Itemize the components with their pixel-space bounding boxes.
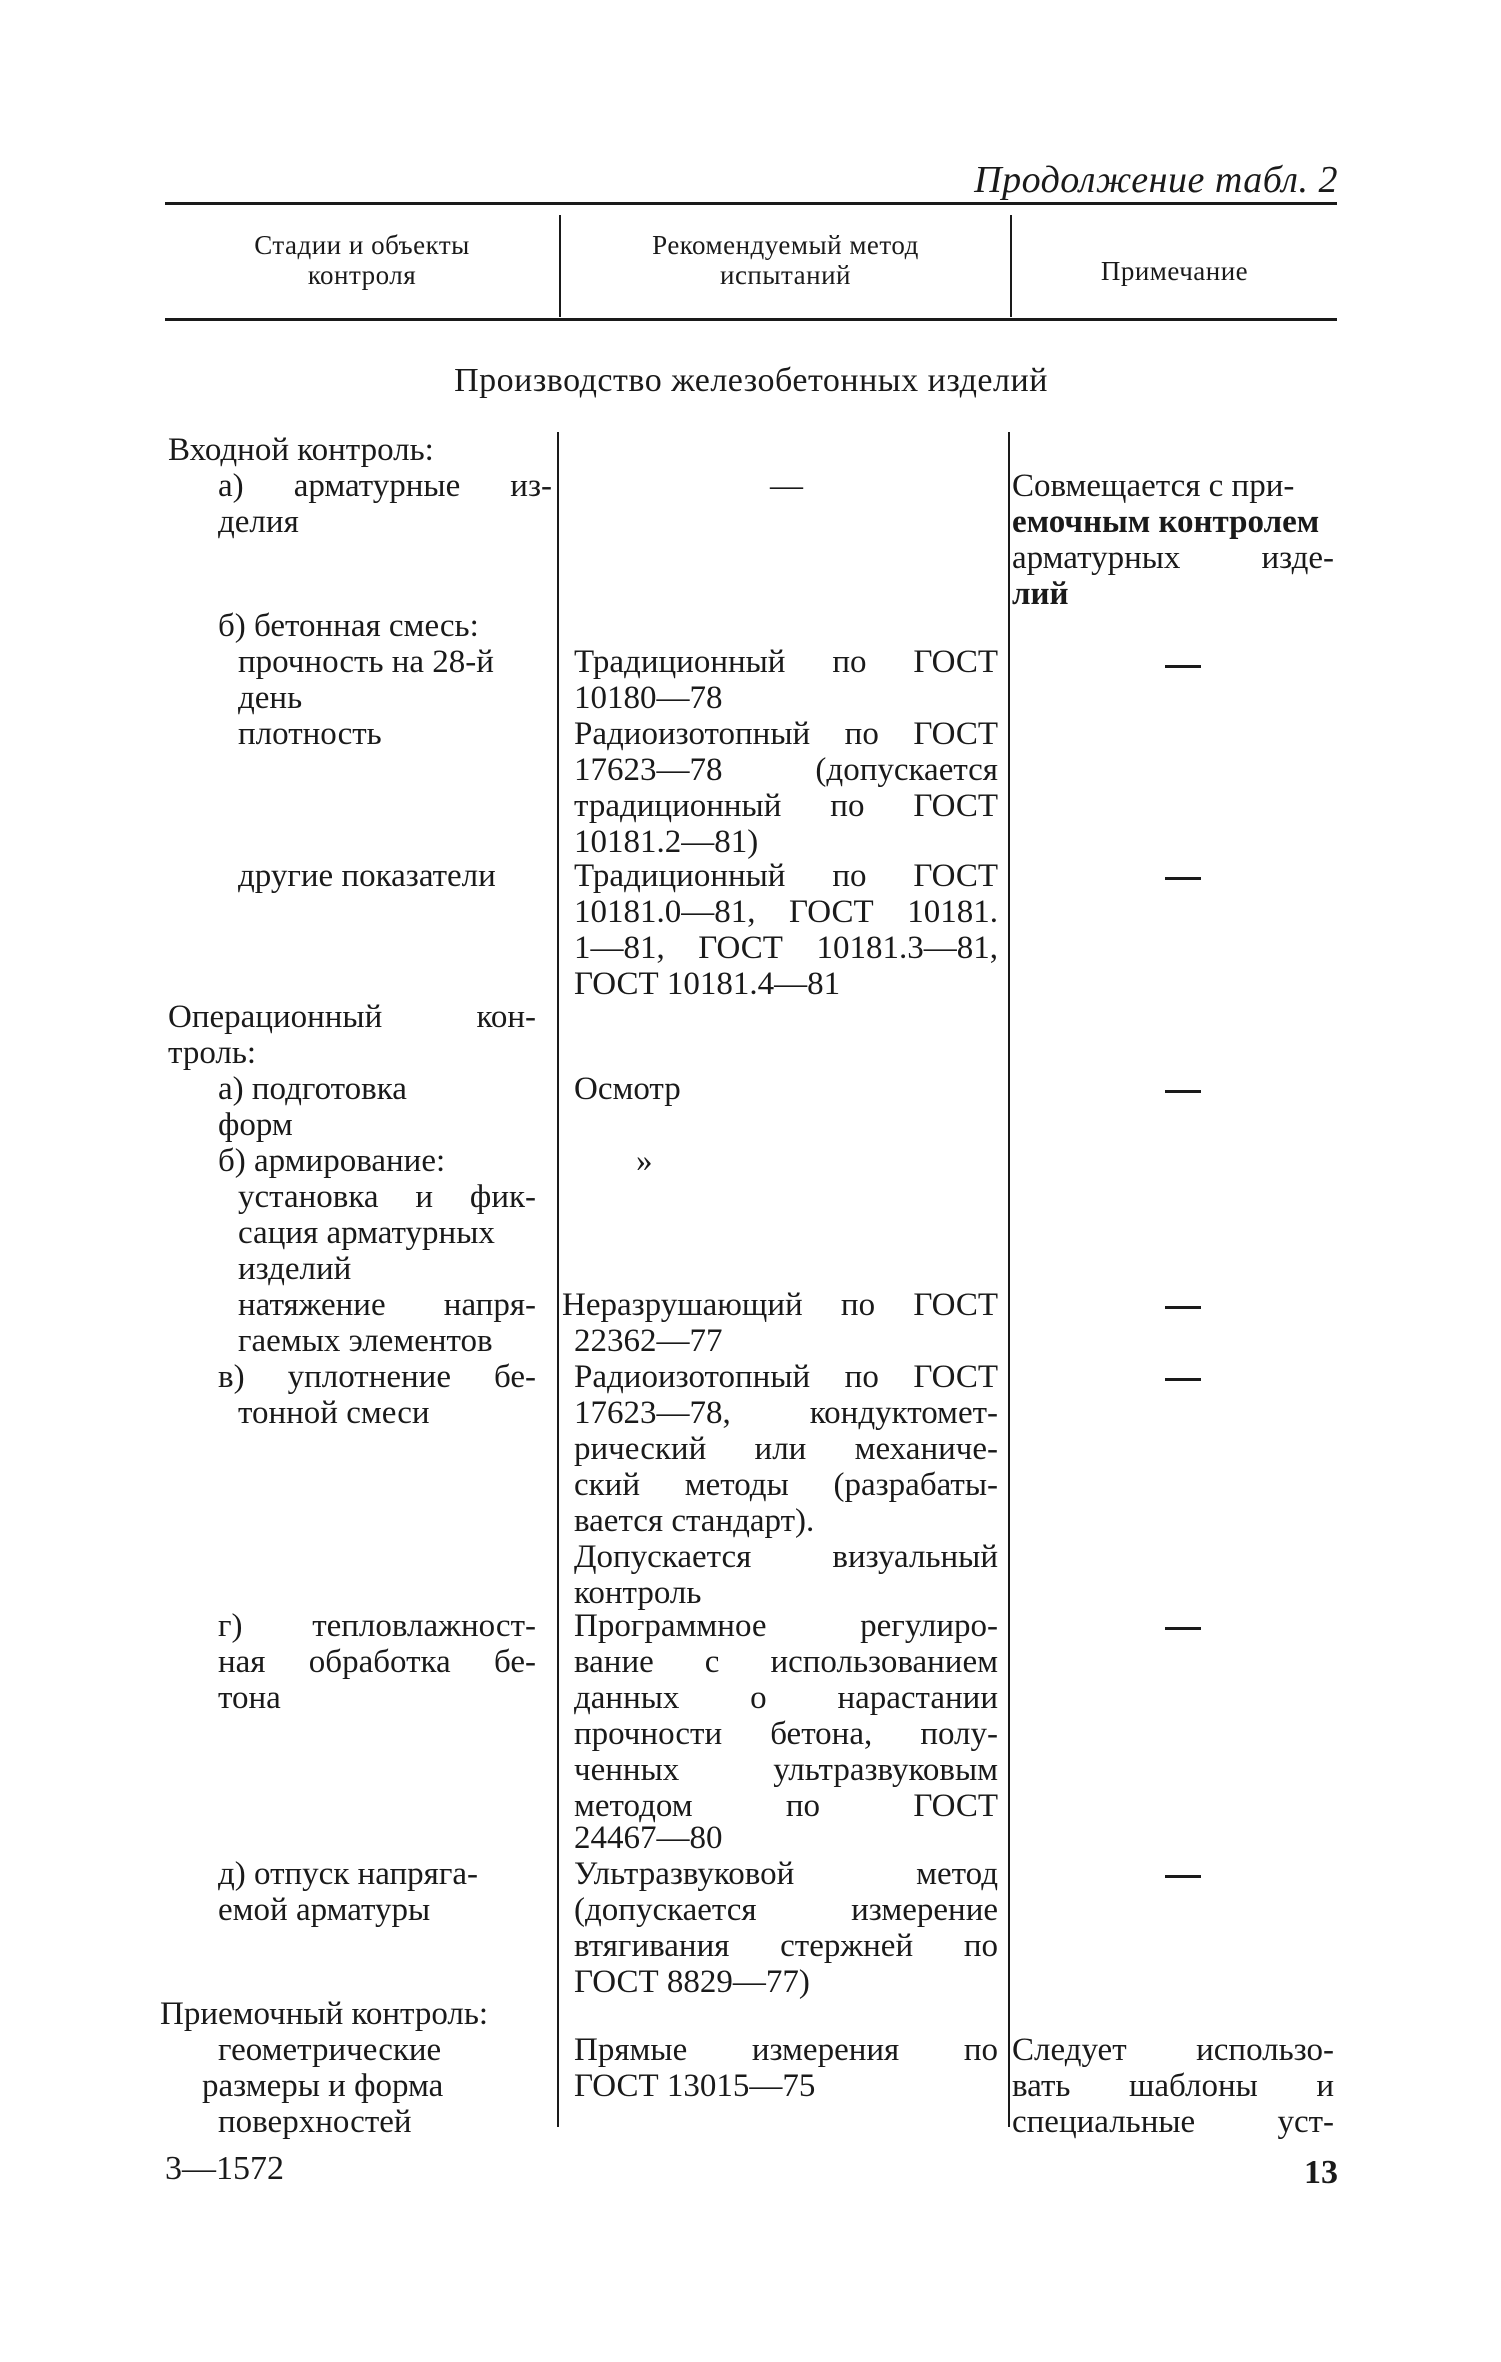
method-text: ГОСТ 13015—75 (574, 2068, 816, 2104)
method-text: ГОСТ 8829—77) (574, 1964, 810, 2000)
column-header-method (561, 230, 1010, 290)
method-text: ГОСТ 10181.4—81 (574, 966, 841, 1002)
method-text: традиционный по ГОСТ (574, 788, 998, 824)
method-text: Программное регулиро- (574, 1608, 998, 1644)
method-text: Допускается визуальный (574, 1539, 998, 1575)
note-dash (1165, 1875, 1201, 1878)
method-text: 10180—78 (574, 680, 723, 716)
column-header-method-line: испытаний (720, 260, 851, 290)
note-text: специальные уст- (1012, 2104, 1334, 2140)
stage-text: Операционный кон- (168, 999, 536, 1035)
method-text: методом по ГОСТ (574, 1788, 998, 1824)
stage-text: изделий (238, 1251, 352, 1287)
stage-text: Приемочный контроль: (160, 1996, 489, 2032)
stage-text: форм (218, 1107, 293, 1143)
note-text: емочным контролем (1012, 504, 1320, 540)
method-text: прочности бетона, полу- (574, 1716, 998, 1752)
method-text: Радиоизотопный по ГОСТ (574, 1359, 998, 1395)
stage-text: б) армирование: (218, 1143, 446, 1179)
stage-text: прочность на 28-й (238, 644, 494, 680)
note-dash (1165, 1306, 1201, 1309)
note-dash (1165, 1090, 1201, 1093)
method-text: Неразрушающий по ГОСТ (562, 1287, 998, 1323)
method-text: Традиционный по ГОСТ (574, 644, 998, 680)
method-text: данных о нарастании (574, 1680, 998, 1716)
stage-text: троль: (168, 1035, 257, 1071)
note-text: Совмещается с при- (1012, 468, 1295, 504)
column-header-note: Примечание (1100, 256, 1249, 286)
stage-text: тона (218, 1680, 281, 1716)
table-top-rule (165, 202, 1337, 205)
method-text: 17623—78 (допускается (574, 752, 998, 788)
stage-text: в) уплотнение бе- (218, 1359, 536, 1395)
note-text: вать шаблоны и (1012, 2068, 1334, 2104)
note-text: лий (1012, 576, 1069, 612)
method-text: ский методы (разрабаты- (574, 1467, 998, 1503)
note-dash (1165, 1378, 1201, 1381)
note-text: Следует использо- (1012, 2032, 1334, 2068)
note-dash (1165, 877, 1201, 880)
method-text: втягивания стержней по (574, 1928, 998, 1964)
method-text: Осмотр (574, 1071, 681, 1107)
body-divider-1 (557, 432, 559, 2127)
method-text: 10181.2—81) (574, 824, 759, 860)
method-text: 17623—78, кондуктомет- (574, 1395, 998, 1431)
stage-text: сация арматурных (238, 1215, 495, 1251)
stage-text: а) арматурные из- (218, 468, 552, 504)
method-text: вание с использованием (574, 1644, 998, 1680)
method-text: 22362—77 (574, 1323, 723, 1359)
column-header-stages-line: Стадии и объекты (254, 230, 470, 260)
method-text: (допускается измерение (574, 1892, 998, 1928)
body-divider-2 (1008, 432, 1010, 2127)
table-header-bottom-rule (165, 318, 1337, 321)
column-header-stages-line: контроля (307, 260, 417, 290)
stage-text: ная обработка бе- (218, 1644, 536, 1680)
note-dash (1165, 665, 1201, 668)
page-number: 13 (1304, 2154, 1338, 2191)
stage-text: делия (218, 504, 299, 540)
stage-text: поверхностей (218, 2104, 412, 2140)
method-text: Радиоизотопный по ГОСТ (574, 716, 998, 752)
stage-text: емой арматуры (218, 1892, 431, 1928)
method-text: рический или механиче- (574, 1431, 998, 1467)
stage-text: б) бетонная смесь: (218, 608, 479, 644)
footer-code: 3—1572 (165, 2150, 284, 2187)
method-text: 1—81, ГОСТ 10181.3—81, (574, 930, 998, 966)
stage-text: день (238, 680, 303, 716)
method-text: 10181.0—81, ГОСТ 10181. (574, 894, 998, 930)
column-header-stages (165, 230, 559, 290)
method-text: Традиционный по ГОСТ (574, 858, 998, 894)
stage-text: гаемых элементов (238, 1323, 493, 1359)
stage-text: другие показатели (238, 858, 496, 894)
method-text: » (636, 1143, 653, 1179)
method-text: ченных ультразвуковым (574, 1752, 998, 1788)
method-text: Ультразвуковой метод (574, 1856, 998, 1892)
note-text: арматурных изде- (1012, 540, 1334, 576)
column-header-method-line: Рекомендуемый метод (652, 230, 919, 260)
stage-text: геометрические (218, 2032, 442, 2068)
note-dash (1165, 1627, 1201, 1630)
method-text: вается стандарт). (574, 1503, 815, 1539)
method-text: 24467—80 (574, 1820, 723, 1856)
stage-text: д) отпуск напряга- (218, 1856, 478, 1892)
method-text: — (770, 468, 803, 504)
method-text: контроль (574, 1575, 702, 1611)
stage-text: размеры и форма (202, 2068, 444, 2104)
stage-text: установка и фик- (238, 1179, 536, 1215)
page-header: Продолжение табл. 2 (974, 159, 1338, 201)
section-title: Производство железобетонных изделий (454, 362, 1048, 399)
stage-text: тонной смеси (238, 1395, 430, 1431)
method-text: Прямые измерения по (574, 2032, 998, 2068)
stage-text: натяжение напря- (238, 1287, 536, 1323)
stage-text: плотность (238, 716, 382, 752)
stage-text: а) подготовка (218, 1071, 407, 1107)
stage-text: г) тепловлажност- (218, 1608, 536, 1644)
stage-text: Входной контроль: (168, 432, 434, 468)
